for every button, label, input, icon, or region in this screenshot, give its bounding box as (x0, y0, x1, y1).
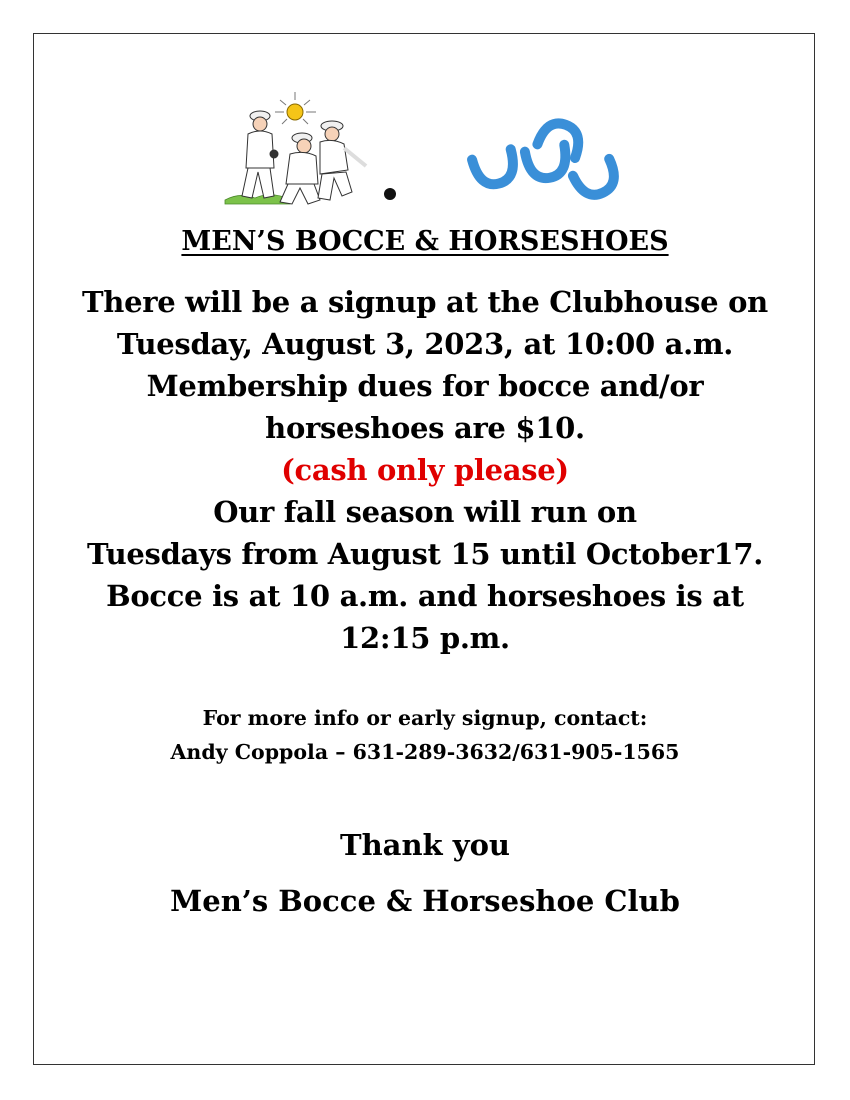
horseshoe-icon-2 (525, 145, 570, 181)
cash-only-note: (cash only please) (281, 453, 569, 487)
season-line-3: Bocce is at 10 a.m. and horseshoes is at (106, 579, 744, 613)
horseshoe-icon-4 (573, 159, 621, 200)
horseshoes-clipart (465, 118, 625, 200)
season-line-4: 12:15 p.m. (340, 621, 510, 655)
signup-line-1: There will be a signup at the Clubhouse on (82, 285, 768, 319)
player-left (242, 111, 278, 198)
dues-line-2: horseshoes are $10. (265, 411, 585, 445)
season-line-2: Tuesdays from August 15 until October17. (86, 537, 764, 571)
sun-icon (275, 92, 316, 124)
club-name: Men’s Bocce & Horseshoe Club (170, 884, 680, 918)
bocce-players-clipart (220, 88, 400, 208)
bocce-ball-icon (384, 188, 396, 200)
contact-details: Andy Coppola – 631-289-3632/631-905-1565 (170, 740, 680, 764)
dues-line-1: Membership dues for bocce and/or (146, 369, 704, 403)
player-middle (280, 133, 320, 204)
page-title: MEN’S BOCCE & HORSESHOES (181, 226, 669, 257)
signup-line-2: Tuesday, August 3, 2023, at 10:00 a.m. (116, 327, 734, 361)
horseshoe-icon-1 (472, 149, 518, 188)
thank-you: Thank you (339, 828, 510, 862)
contact-intro: For more info or early signup, contact: (202, 706, 648, 730)
season-line-1: Our fall season will run on (213, 495, 637, 529)
player-right (318, 121, 366, 200)
